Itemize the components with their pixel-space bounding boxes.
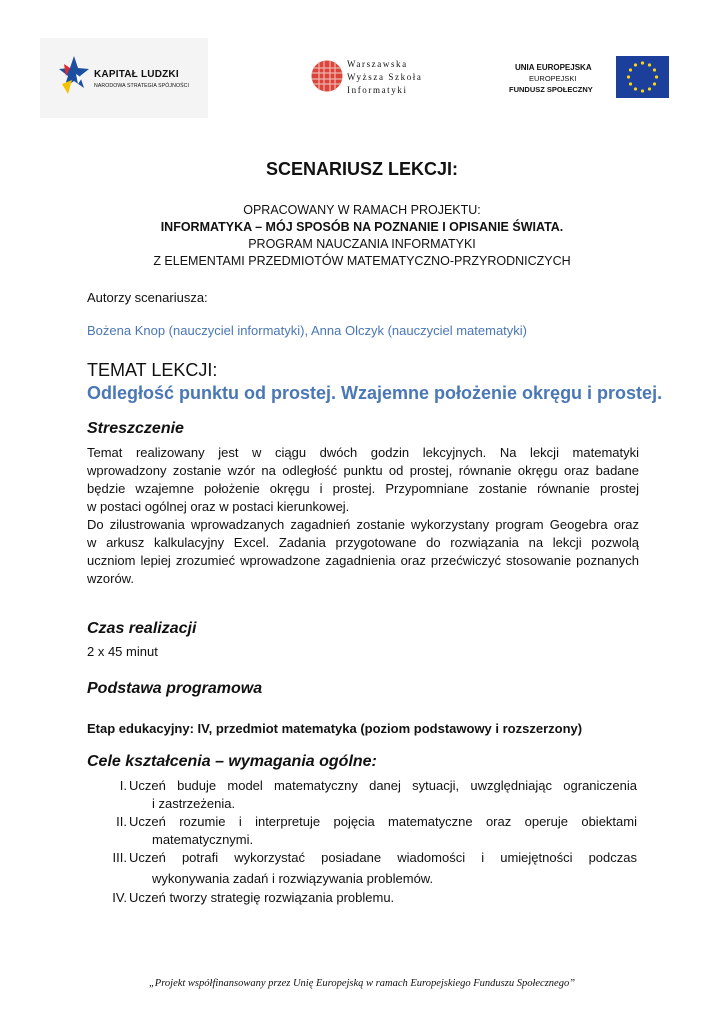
- goal-number: III.: [112, 850, 127, 865]
- page-title: SCENARIUSZ LEKCJI:: [265, 159, 458, 179]
- kapital-ludzki-subtitle: NARODOWA STRATEGIA SPÓJNOŚCI: [94, 83, 190, 89]
- summary-line: wzorów.: [87, 571, 134, 586]
- education-stage: Etap edukacyjny: IV, przedmiot matematyka (poziom podstawowy i rozszerzony): [87, 721, 583, 736]
- eu-logo: [505, 54, 670, 102]
- project-line3: PROGRAM NAUCZANIA INFORMATYKI: [248, 237, 476, 251]
- summary-heading: Streszczenie: [87, 420, 184, 437]
- goal-line: Uczeń potrafi wykorzystać posiadane wiadomości i umiejętności podczas: [129, 850, 637, 865]
- summary-line: Temat realizowany jest w ciągu dwóch godzin lekcyjnych. Na lekcji matematyki: [87, 445, 639, 460]
- footer-note: „Projekt współfinansowany przez Unię Europejską w ramach Europejskiego Funduszu Społecznego”: [148, 978, 576, 989]
- goal-line: matematycznymi.: [152, 832, 254, 847]
- goal-number: IV.: [112, 890, 127, 905]
- eu-line2: EUROPEJSKI: [529, 74, 577, 83]
- project-line2: INFORMATYKA – MÓJ SPOSÓB NA POZNANIE I OPISANIE ŚWIATA.: [160, 220, 564, 234]
- project-line4: Z ELEMENTAMI PRZEDMIOTÓW MATEMATYCZNO-PRZYRODNICZYCH: [153, 254, 571, 268]
- goal-number: II.: [116, 814, 127, 829]
- eu-line3: FUNDUSZ SPOŁECZNY: [509, 85, 593, 94]
- eu-flag-icon: [616, 56, 669, 98]
- wwsi-line1: Warszawska: [347, 59, 408, 69]
- authors-label: Autorzy scenariusza:: [87, 290, 208, 305]
- goal-line: i zastrzeżenia.: [152, 796, 236, 811]
- time-heading: Czas realizacji: [87, 620, 197, 637]
- authors-names: Bożena Knop (nauczyciel informatyki), Anna Olczyk (nauczyciel matematyki): [87, 323, 528, 338]
- goal-line: Uczeń rozumie i interpretuje pojęcia matematyczne oraz operuje obiektami: [129, 814, 637, 829]
- goal-line: Uczeń tworzy strategię rozwiązania problemu.: [129, 890, 395, 905]
- goal-line: Uczeń buduje model matematyczny danej sytuacji, uwzględniając ograniczenia: [129, 778, 637, 793]
- goal-line: wykonywania zadań i rozwiązywania problemów.: [152, 871, 434, 886]
- summary-line: w arkusz kalkulacyjny Excel. Zadania przygotowane do rozwiązania na lekcji pozwolą: [87, 535, 639, 550]
- wwsi-emblem-icon: [310, 59, 344, 93]
- summary-line: w postaci ogólnej oraz w postaci kierunkowej.: [87, 499, 350, 514]
- topic-label: TEMAT LEKCJI:: [87, 360, 218, 380]
- star-logo-icon: [58, 54, 90, 96]
- wwsi-line3: Informatyki: [347, 85, 408, 95]
- summary-line: Do zilustrowania wprowadzanych zagadnień zostanie wykorzystany program Geogebra oraz: [87, 517, 639, 532]
- summary-line: wprowadzony zostanie wzór na odległość punktu od prostej, równanie okręgu oraz badane: [87, 463, 639, 478]
- time-value: 2 x 45 minut: [87, 644, 158, 659]
- goals-heading: Cele kształcenia – wymagania ogólne:: [87, 753, 377, 770]
- project-line1: OPRACOWANY W RAMACH PROJEKTU:: [243, 203, 481, 217]
- wwsi-logo: [300, 46, 440, 106]
- base-heading: Podstawa programowa: [87, 680, 263, 697]
- kapital-ludzki-logo: [40, 38, 208, 118]
- eu-line1: UNIA EUROPEJSKA: [515, 63, 592, 72]
- kapital-ludzki-title: KAPITAŁ LUDZKI: [94, 69, 179, 80]
- wwsi-line2: Wyższa Szkoła: [347, 72, 423, 82]
- summary-line: będzie wzajemne położenie okręgu i prostej. Przypomniane zostanie równanie prostej: [87, 481, 639, 496]
- topic-title: Odległość punktu od prostej. Wzajemne położenie okręgu i prostej.: [87, 383, 663, 403]
- goal-number: I.: [119, 778, 127, 793]
- summary-line: uczniom lepiej zrozumieć wprowadzone zagadnienia oraz przećwiczyć stosowanie poznanych: [87, 553, 639, 568]
